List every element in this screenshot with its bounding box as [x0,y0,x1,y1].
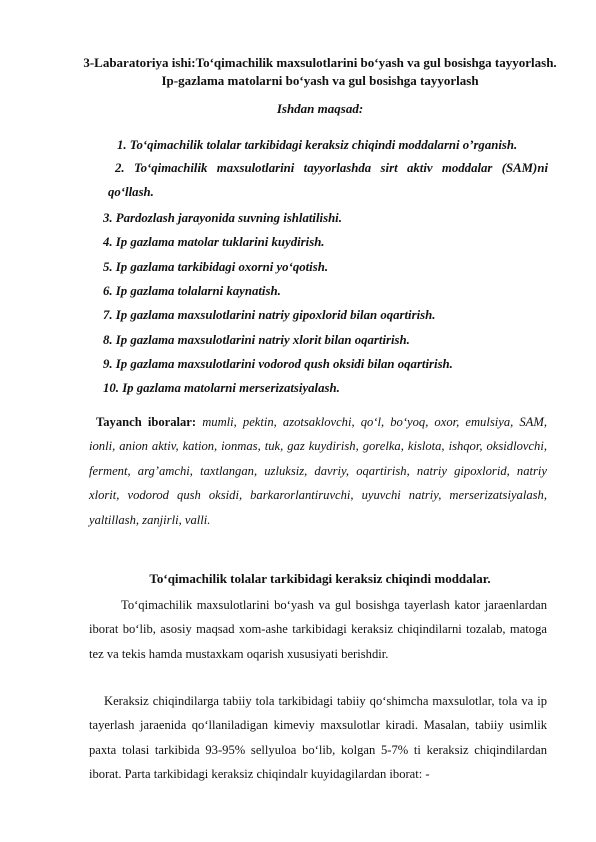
goal-item-7: 7. Ip gazlama maxsulotlarini natriy gipoxlorid bilan oqartirish. [103,308,436,322]
body-paragraph-1: To‘qimachilik maxsulotlarini bo‘yash va gul bosishga tayerlash kator jaraenlardan iborat bo‘lib, asosiy maqsad xom-ashe tarkibidagi keraksiz chiqindilarni tozalab, matoga tez va tekis hamda mustaxkam oqarish xususiyati berishdir. [89,598,547,661]
goal-item-10: 10. Ip gazlama matolarni merserizatsiyalash. [103,381,340,395]
document-title: 3-Labaratoriya ishi:To‘qimachilik maxsulotlarini bo‘yash va gul bosishga tayyorlash. Ip-gazlama matolarni bo‘yash va gul bosishga tayyorlash [83,55,557,88]
goal-item-5: 5. Ip gazlama tarkibidagi oxorni yo‘qotish. [103,260,329,274]
goal-item-1: 1. To‘qimachilik tolalar tarkibidagi keraksiz chiqindi moddalarni o’rganish. [117,138,518,152]
body-paragraph-2: Keraksiz chiqindilarga tabiiy tola tarkibidagi tabiiy qo‘shimcha maxsulotlar, tola va ip tayerlash jaraenida qo‘llaniladigan kimeviy maxsulotlar kiradi. Masalan, tabiiy usimlik paxta tolasi tarkibida 93-95% sellyuloa bo‘lib, kolgan 5-7% ti keraksiz chiqindilardan iborat. Parta tarkibidagi keraksiz chiqindalr kuyidagilardan iborat: - [89,694,547,782]
goal-item-8: 8. Ip gazlama maxsulotlarini natriy xlorit bilan oqartirish. [103,333,410,347]
section-title: To‘qimachilik tolalar tarkibidagi keraksiz chiqindi moddalar. [149,571,491,586]
goal-item-3: 3. Pardozlash jarayonida suvning ishlatilishi. [103,211,342,225]
keywords-paragraph [89,410,547,532]
goal-item-9: 9. Ip gazlama maxsulotlarini vodorod qush oksidi bilan oqartirish. [103,357,453,371]
keywords-list: mumli, pektin, azotsaklovchi, qo‘l, bo‘yoq, oxor, emulsiya, SAM, ionli, anion aktiv, kation, ionmas, tuk, gaz kuydirish, gorelka, kislota, ishqor, oksidlovchi, ferment, arg’amchi, taxtlangan, uzluksiz, davriy, oqartirish, natriy gipoxlorid, natriy xlorit, vodorod qush oksidi, barkarorlantiruvchi, uyuvchi natriy, merserizatsiyalash, yaltillash, zanjirli, valli. [89,415,547,527]
keywords-label: Tayanch iboralar: [96,415,197,429]
goal-item-6: 6. Ip gazlama tolalarni kaynatish. [103,284,281,298]
goal-item-2: 2. To‘qimachilik maxsulotlarini tayyorlashda sirt aktiv moddalar (SAM)ni qo‘llash. [108,161,548,199]
goal-heading: Ishdan maqsad: [276,101,364,116]
goal-item-4: 4. Ip gazlama matolar tuklarini kuydirish. [103,235,325,249]
